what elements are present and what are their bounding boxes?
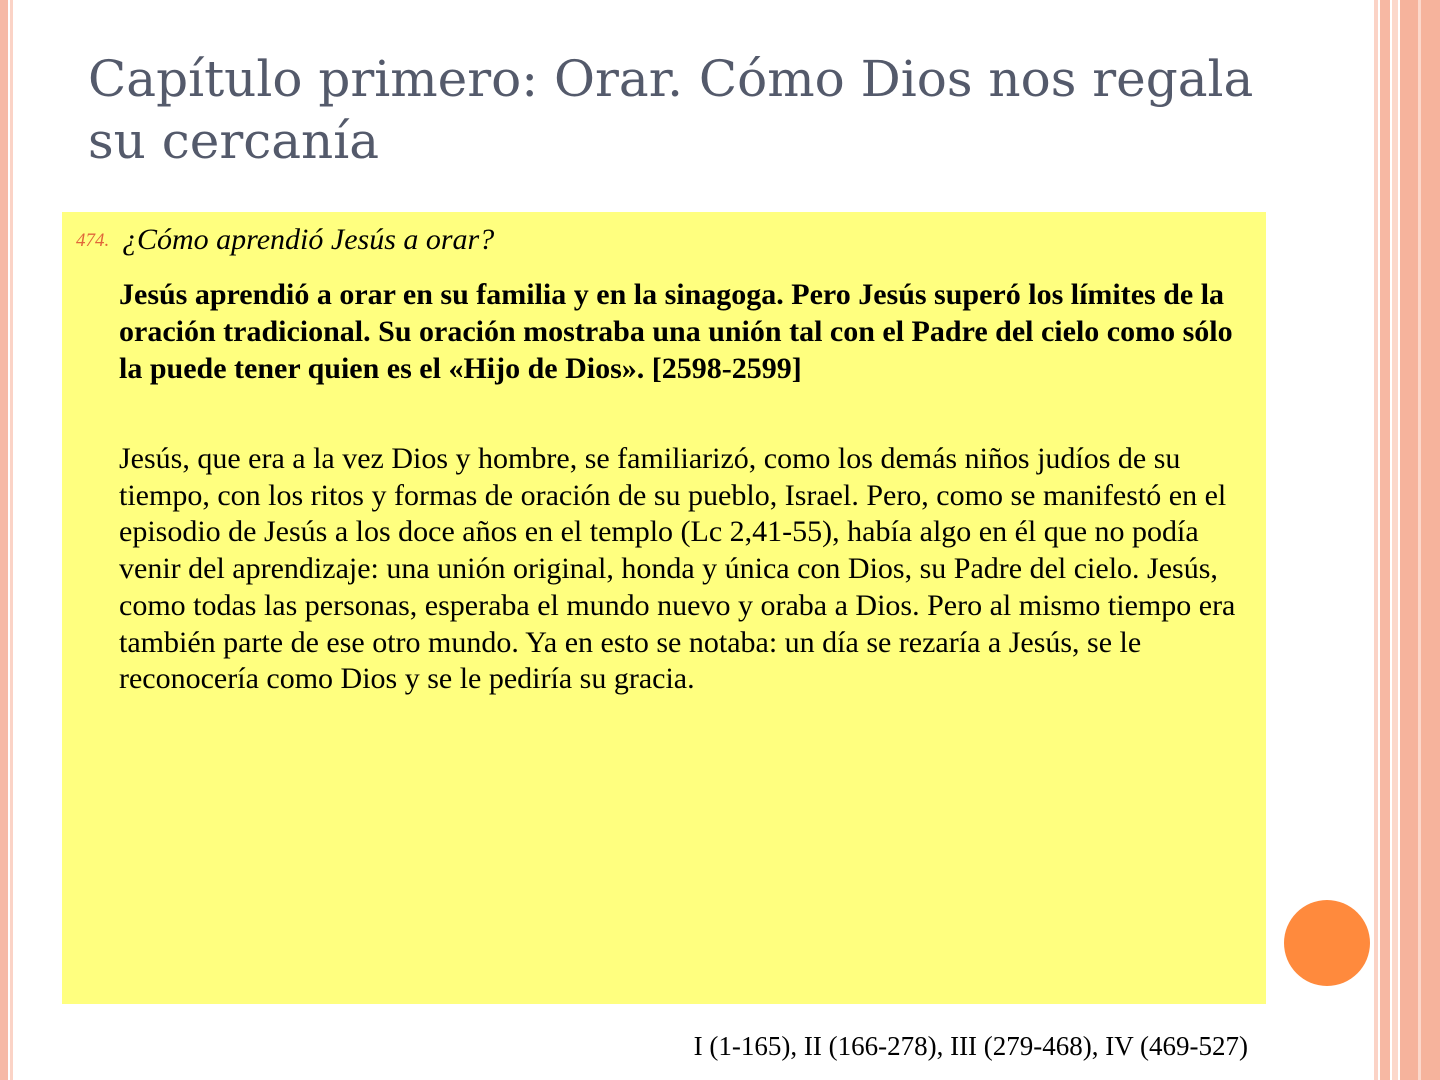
right-border-stripe xyxy=(1380,0,1390,1080)
left-border-stripe-thin xyxy=(10,0,13,1080)
footer-sections-reference: I (1-165), II (166-278), III (279-468), IV (469-527) xyxy=(693,1031,1248,1061)
right-border-stripe-light xyxy=(1392,0,1398,1080)
decorative-circle xyxy=(1284,900,1370,986)
answer-explanation: Jesús, que era a la vez Dios y hombre, se familiarizó, como los demás niños judíos de su tiempo, con los ritos y formas de oración de su pueblo, Israel. Pero, como se manifestó en el episodio de Jesús a los doce años en el templo (Lc 2,41-55), había algo en él que no podía venir del aprendizaje: una unión original, honda y única con Dios, su Padre del cielo. Jesús, como todas las personas, esperaba el mundo nuevo y oraba a Dios. Pero al mismo tiempo era también parte de ese otro mundo. Ya en esto se notaba: un día se rezaría a Jesús, se le reconocería como Dios y se le pediría su gracia. xyxy=(119,442,1236,696)
question-number: 474. xyxy=(76,230,110,251)
question-text: ¿Cómo aprendió Jesús a orar? xyxy=(122,223,495,256)
answer-summary: Jesús aprendió a orar en su familia y en la sinagoga. Pero Jesús superó los límites de la oración tradicional. Su oración mostraba una unión tal con el Padre del cielo como sólo la puede tener quien es el «Hijo de Dios». [2598-2599] xyxy=(119,278,1233,385)
highlight-content-box xyxy=(62,212,1266,1004)
right-border-stripe-thin xyxy=(1374,0,1378,1080)
slide-title: Capítulo primero: Orar. Cómo Dios nos regala su cercanía xyxy=(88,50,1254,170)
left-border-stripe xyxy=(0,0,8,1080)
right-border-stripe-inner xyxy=(1418,0,1421,1080)
